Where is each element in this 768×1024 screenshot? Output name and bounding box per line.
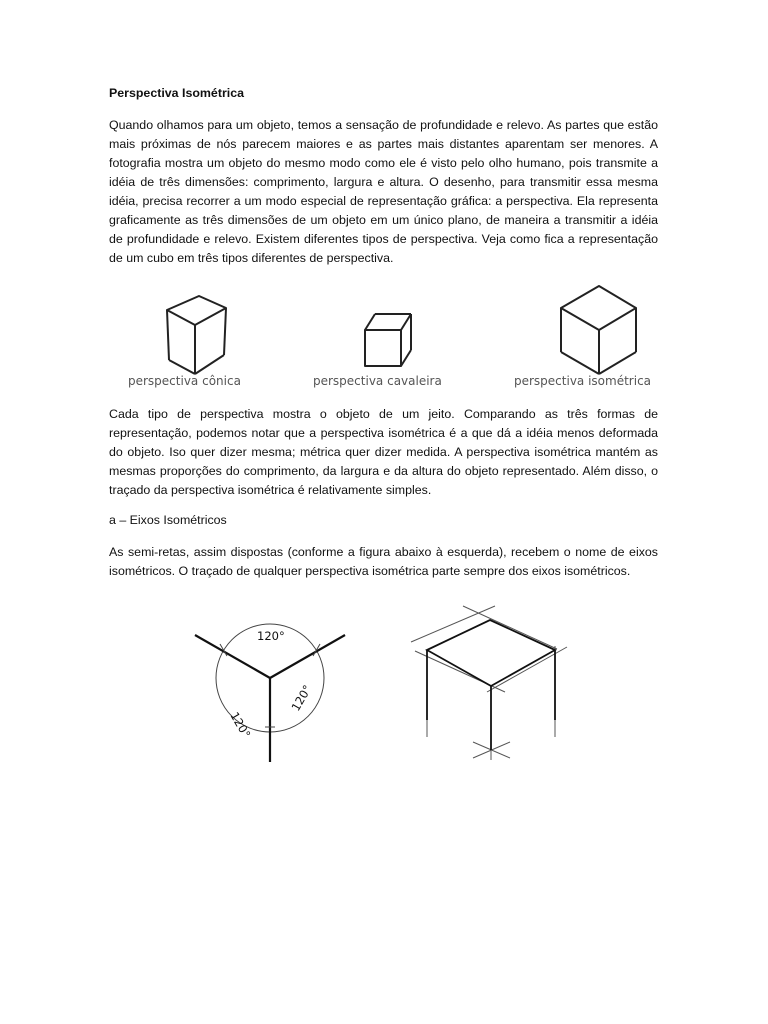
label-conica: perspectiva cônica [128, 374, 241, 388]
conic-cube [167, 296, 226, 374]
subsection-title: a – Eixos Isométricos [109, 513, 227, 527]
comparison-paragraph: Cada tipo de perspectiva mostra o objeto de um jeito. Comparando as três formas de representação, podemos notar que a perspectiva isométrica é a que dá a idéia menos deformada do objeto. Iso quer dizer mesma; métrica quer dizer medida. A perspectiva isométrica mantém as mesmas proporções do comprimento, da largura e da altura do objeto representado. Além disso, o traçado da perspectiva isométrica é relativamente simples. [109, 407, 658, 497]
isometric-cube [561, 286, 636, 374]
label-isometrica: perspectiva isométrica [514, 374, 652, 388]
angle-label-right: 120° [288, 682, 315, 714]
angle-label-top: 120° [257, 629, 285, 643]
cube-perspectives-figure [109, 280, 658, 392]
intro-paragraph: Quando olhamos para um objeto, temos a sensação de profundidade e relevo. As partes que estão mais próximas de nós parecem maiores e as partes mais distantes aparentam ser menores. A fotografia mostra um objeto do mesmo modo como ele é visto pelo olho humano, pois transmite a idéia de três dimensões: comprimento, largura e altura. O desenho, para transmitir essa mesma idéia, precisa recorrer a um modo especial de representação gráfica: a perspectiva. Ela representa graficamente as três dimensões de um objeto em um único plano, de maneira a transmitir a idéia de profundidade e relevo. Existem diferentes tipos de perspectiva. Veja como fica a representação de um cubo em três tipos diferentes de perspectiva. [109, 118, 658, 265]
axes-diagram [195, 624, 345, 762]
axes-paragraph: As semi-retas, assim dispostas (conforme a figura abaixo à esquerda), recebem o nome de eixos isométricos. O traçado de qualquer perspectiva isométrica parte sempre dos eixos isométricos. [109, 545, 658, 578]
isometric-axes-figure [185, 600, 585, 768]
section-title: Perspectiva Isométrica [109, 86, 244, 100]
isometric-construction-diagram [411, 606, 567, 760]
cavalier-cube [365, 314, 411, 366]
label-cavaleira: perspectiva cavaleira [313, 374, 442, 388]
angle-label-left: 120° [227, 709, 254, 741]
